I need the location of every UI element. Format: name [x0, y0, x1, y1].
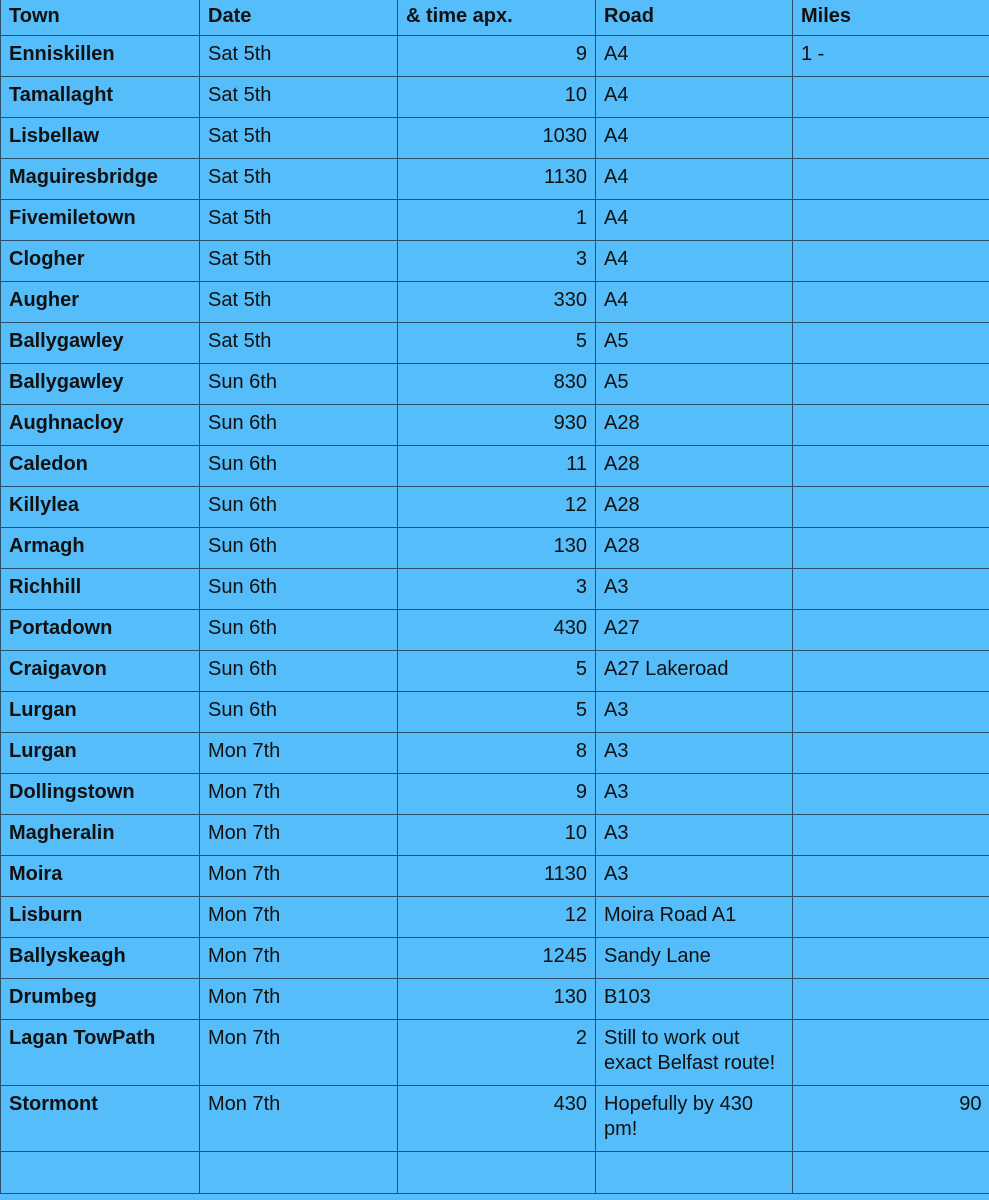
- town-cell[interactable]: Lisburn: [1, 896, 200, 937]
- town-cell[interactable]: Stormont: [1, 1085, 200, 1151]
- time-cell[interactable]: 10: [398, 76, 596, 117]
- miles-cell[interactable]: [793, 814, 989, 855]
- miles-cell[interactable]: [793, 568, 989, 609]
- miles-cell[interactable]: [793, 1019, 989, 1085]
- miles-cell[interactable]: [793, 732, 989, 773]
- date-cell[interactable]: Mon 7th: [200, 855, 398, 896]
- date-cell[interactable]: Sat 5th: [200, 76, 398, 117]
- time-cell[interactable]: 330: [398, 281, 596, 322]
- date-cell[interactable]: Sat 5th: [200, 322, 398, 363]
- road-cell[interactable]: A3: [596, 855, 793, 896]
- date-cell[interactable]: Sat 5th: [200, 199, 398, 240]
- road-cell[interactable]: A4: [596, 281, 793, 322]
- date-cell[interactable]: Mon 7th: [200, 978, 398, 1019]
- miles-cell[interactable]: [793, 76, 989, 117]
- miles-cell[interactable]: [793, 691, 989, 732]
- road-cell[interactable]: A5: [596, 363, 793, 404]
- town-cell[interactable]: Augher: [1, 281, 200, 322]
- table-row: [1, 240, 989, 281]
- table-row: [1, 609, 989, 650]
- miles-cell[interactable]: [793, 363, 989, 404]
- town-cell[interactable]: Lagan TowPath: [1, 1019, 200, 1085]
- table-row: [1, 76, 989, 117]
- town-cell[interactable]: Ballyskeagh: [1, 937, 200, 978]
- miles-cell[interactable]: [793, 322, 989, 363]
- time-cell[interactable]: 1030: [398, 117, 596, 158]
- miles-cell[interactable]: [793, 896, 989, 937]
- miles-cell[interactable]: [793, 527, 989, 568]
- date-cell[interactable]: Mon 7th: [200, 937, 398, 978]
- time-cell[interactable]: 5: [398, 650, 596, 691]
- time-cell[interactable]: 1130: [398, 158, 596, 199]
- date-cell[interactable]: Sat 5th: [200, 281, 398, 322]
- road-cell[interactable]: A28: [596, 527, 793, 568]
- date-cell[interactable]: Sun 6th: [200, 527, 398, 568]
- miles-cell[interactable]: [793, 158, 989, 199]
- town-cell[interactable]: Portadown: [1, 609, 200, 650]
- date-cell[interactable]: Mon 7th: [200, 814, 398, 855]
- table-row: [1, 691, 989, 732]
- empty-cell[interactable]: [200, 1151, 398, 1193]
- date-cell[interactable]: Sun 6th: [200, 445, 398, 486]
- date-cell[interactable]: Mon 7th: [200, 732, 398, 773]
- table-row: [1, 896, 989, 937]
- miles-cell[interactable]: [793, 486, 989, 527]
- road-cell[interactable]: A3: [596, 732, 793, 773]
- time-cell[interactable]: 10: [398, 814, 596, 855]
- empty-cell[interactable]: [596, 1151, 793, 1193]
- empty-cell[interactable]: [398, 1151, 596, 1193]
- town-cell[interactable]: Maguiresbridge: [1, 158, 200, 199]
- town-cell[interactable]: Tamallaght: [1, 76, 200, 117]
- table-row: [1, 158, 989, 199]
- date-cell[interactable]: Sat 5th: [200, 117, 398, 158]
- time-cell[interactable]: 830: [398, 363, 596, 404]
- table-row: [1, 117, 989, 158]
- date-cell[interactable]: Sat 5th: [200, 240, 398, 281]
- road-cell[interactable]: A3: [596, 773, 793, 814]
- road-cell[interactable]: Moira Road A1: [596, 896, 793, 937]
- road-cell[interactable]: A4: [596, 199, 793, 240]
- town-cell[interactable]: Magheralin: [1, 814, 200, 855]
- road-cell[interactable]: A5: [596, 322, 793, 363]
- town-cell[interactable]: Lurgan: [1, 691, 200, 732]
- town-cell[interactable]: Fivemiletown: [1, 199, 200, 240]
- table-row: [1, 527, 989, 568]
- town-cell[interactable]: Enniskillen: [1, 35, 200, 76]
- time-cell[interactable]: 3: [398, 568, 596, 609]
- empty-cell[interactable]: [793, 1151, 989, 1193]
- header-miles[interactable]: Miles: [793, 0, 989, 35]
- date-cell[interactable]: Mon 7th: [200, 1085, 398, 1151]
- time-cell[interactable]: 8: [398, 732, 596, 773]
- header-time[interactable]: & time apx.: [398, 0, 596, 35]
- road-cell[interactable]: A4: [596, 240, 793, 281]
- table-row: [1, 814, 989, 855]
- date-cell[interactable]: Sun 6th: [200, 486, 398, 527]
- date-cell[interactable]: Mon 7th: [200, 896, 398, 937]
- table-row: [1, 322, 989, 363]
- table-row: [1, 732, 989, 773]
- table-row: [1, 650, 989, 691]
- miles-cell[interactable]: [793, 240, 989, 281]
- time-cell[interactable]: 1: [398, 199, 596, 240]
- time-cell[interactable]: 3: [398, 240, 596, 281]
- time-cell[interactable]: 130: [398, 527, 596, 568]
- road-cell[interactable]: A3: [596, 814, 793, 855]
- table-row: [1, 1085, 989, 1151]
- empty-row: [1, 1151, 989, 1193]
- road-cell[interactable]: A28: [596, 404, 793, 445]
- miles-cell[interactable]: [793, 404, 989, 445]
- road-cell[interactable]: A4: [596, 76, 793, 117]
- table-row: [1, 35, 989, 76]
- time-cell[interactable]: 5: [398, 322, 596, 363]
- road-cell[interactable]: B103: [596, 978, 793, 1019]
- date-cell[interactable]: Mon 7th: [200, 1019, 398, 1085]
- date-cell[interactable]: Sun 6th: [200, 363, 398, 404]
- date-cell[interactable]: Sat 5th: [200, 158, 398, 199]
- date-cell[interactable]: Sat 5th: [200, 35, 398, 76]
- town-cell[interactable]: Ballygawley: [1, 322, 200, 363]
- table-row: [1, 445, 989, 486]
- date-cell[interactable]: Sun 6th: [200, 609, 398, 650]
- town-cell[interactable]: Ballygawley: [1, 363, 200, 404]
- time-cell[interactable]: 130: [398, 978, 596, 1019]
- time-cell[interactable]: 1130: [398, 855, 596, 896]
- header-row: [1, 0, 989, 35]
- road-cell[interactable]: A27: [596, 609, 793, 650]
- miles-cell[interactable]: [793, 281, 989, 322]
- miles-cell[interactable]: [793, 199, 989, 240]
- table-row: [1, 281, 989, 322]
- road-cell[interactable]: A3: [596, 568, 793, 609]
- table-row: [1, 1019, 989, 1085]
- town-cell[interactable]: Caledon: [1, 445, 200, 486]
- table-row: [1, 363, 989, 404]
- time-cell[interactable]: 9: [398, 773, 596, 814]
- header-road[interactable]: Road: [596, 0, 793, 35]
- date-cell[interactable]: Mon 7th: [200, 773, 398, 814]
- miles-cell[interactable]: 1 -: [793, 35, 989, 76]
- header-date[interactable]: Date: [200, 0, 398, 35]
- table-row: [1, 568, 989, 609]
- table-body: [1, 35, 989, 1193]
- table-row: [1, 978, 989, 1019]
- town-cell[interactable]: Drumbeg: [1, 978, 200, 1019]
- road-cell[interactable]: A3: [596, 691, 793, 732]
- road-cell[interactable]: A27 Lakeroad: [596, 650, 793, 691]
- time-cell[interactable]: 930: [398, 404, 596, 445]
- road-cell[interactable]: A28: [596, 486, 793, 527]
- time-cell[interactable]: 430: [398, 609, 596, 650]
- table-row: [1, 486, 989, 527]
- date-cell[interactable]: Sun 6th: [200, 650, 398, 691]
- time-cell[interactable]: 9: [398, 35, 596, 76]
- miles-cell[interactable]: [793, 773, 989, 814]
- road-cell[interactable]: A4: [596, 158, 793, 199]
- table-row: [1, 937, 989, 978]
- empty-cell[interactable]: [1, 1151, 200, 1193]
- town-cell[interactable]: Killylea: [1, 486, 200, 527]
- header-town[interactable]: Town: [1, 0, 200, 35]
- miles-cell[interactable]: [793, 855, 989, 896]
- road-cell[interactable]: A4: [596, 117, 793, 158]
- miles-cell[interactable]: [793, 117, 989, 158]
- miles-cell[interactable]: [793, 978, 989, 1019]
- miles-cell[interactable]: [793, 650, 989, 691]
- road-cell[interactable]: Hopefully by 430 pm!: [596, 1085, 793, 1151]
- miles-cell[interactable]: [793, 609, 989, 650]
- town-cell[interactable]: Lurgan: [1, 732, 200, 773]
- table-row: [1, 199, 989, 240]
- table-row: [1, 404, 989, 445]
- miles-cell[interactable]: [793, 937, 989, 978]
- town-cell[interactable]: Lisbellaw: [1, 117, 200, 158]
- town-cell[interactable]: Aughnacloy: [1, 404, 200, 445]
- time-cell[interactable]: 2: [398, 1019, 596, 1085]
- town-cell[interactable]: Clogher: [1, 240, 200, 281]
- time-cell[interactable]: 5: [398, 691, 596, 732]
- table-row: [1, 773, 989, 814]
- road-cell[interactable]: Sandy Lane: [596, 937, 793, 978]
- miles-cell[interactable]: [793, 445, 989, 486]
- town-cell[interactable]: Armagh: [1, 527, 200, 568]
- time-cell[interactable]: 1245: [398, 937, 596, 978]
- town-cell[interactable]: Moira: [1, 855, 200, 896]
- road-cell[interactable]: A4: [596, 35, 793, 76]
- town-cell[interactable]: Dollingstown: [1, 773, 200, 814]
- time-cell[interactable]: 12: [398, 896, 596, 937]
- time-cell[interactable]: 11: [398, 445, 596, 486]
- date-cell[interactable]: Sun 6th: [200, 691, 398, 732]
- date-cell[interactable]: Sun 6th: [200, 568, 398, 609]
- time-cell[interactable]: 12: [398, 486, 596, 527]
- table-row: [1, 855, 989, 896]
- road-cell[interactable]: Still to work out exact Belfast route!: [596, 1019, 793, 1085]
- date-cell[interactable]: Sun 6th: [200, 404, 398, 445]
- miles-cell[interactable]: 90: [793, 1085, 989, 1151]
- town-cell[interactable]: Richhill: [1, 568, 200, 609]
- town-cell[interactable]: Craigavon: [1, 650, 200, 691]
- road-cell[interactable]: A28: [596, 445, 793, 486]
- time-cell[interactable]: 430: [398, 1085, 596, 1151]
